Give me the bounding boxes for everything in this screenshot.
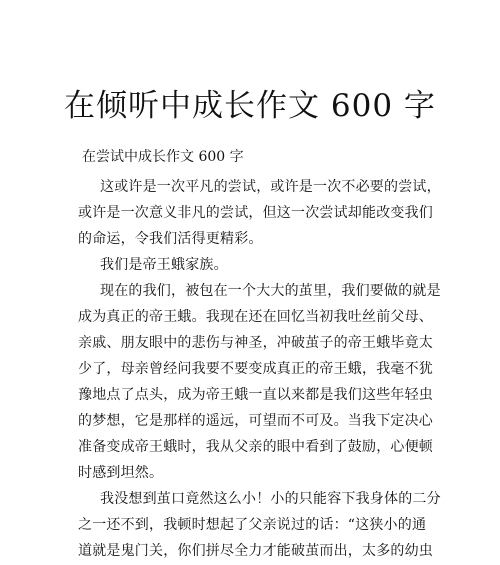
paragraph-line: 我没想到茧口竟然这么小！小的只能容下我身体的二分 (100, 491, 441, 507)
paragraph-line: 时感到坦然。 (78, 465, 164, 481)
document-title: 在倾听中成长作文 600 字 (64, 88, 436, 124)
paragraph-line: 之一还不到，我顿时想起了父亲说过的话：“这狭小的通 (78, 517, 427, 533)
paragraph-line: 的命运，令我们活得更精彩。 (78, 231, 263, 247)
paragraph-line: 这或许是一次平凡的尝试，或许是一次不必要的尝试， (100, 179, 441, 195)
paragraph-line: 少了，母亲曾经问我要不要变成真正的帝王蛾，我毫不犹 (78, 361, 433, 377)
paragraph-line: 或许是一次意义非凡的尝试，但这一次尝试却能改变我们 (78, 205, 433, 221)
paragraph-line: 道就是鬼门关，你们拼尽全力才能破茧而出，太多的幼虫 (78, 543, 433, 559)
paragraph-line: 成为真正的帝王蛾。我现在还在回忆当初我吐丝前父母、 (78, 309, 433, 325)
paragraph-line: 准备变成帝王蛾时，我从父亲的眼中看到了鼓励，心便顿 (78, 439, 433, 455)
paragraph-line: 现在的我们，被包在一个大大的茧里，我们要做的就是 (100, 283, 441, 299)
paragraph-line: 的梦想，它是那样的遥远，可望而不可及。当我下定决心 (78, 413, 433, 429)
paragraph-line: 豫地点了点头，成为帝王蛾一直以来都是我们这些年轻虫 (78, 387, 433, 403)
paragraph-line: 亲戚、朋友眼中的悲伤与神圣，冲破茧子的帝王蛾毕竟太 (78, 335, 433, 351)
paragraph-line: 我们是帝王蛾家族。 (100, 257, 228, 273)
document-subtitle: 在尝试中成长作文 600 字 (82, 149, 244, 165)
